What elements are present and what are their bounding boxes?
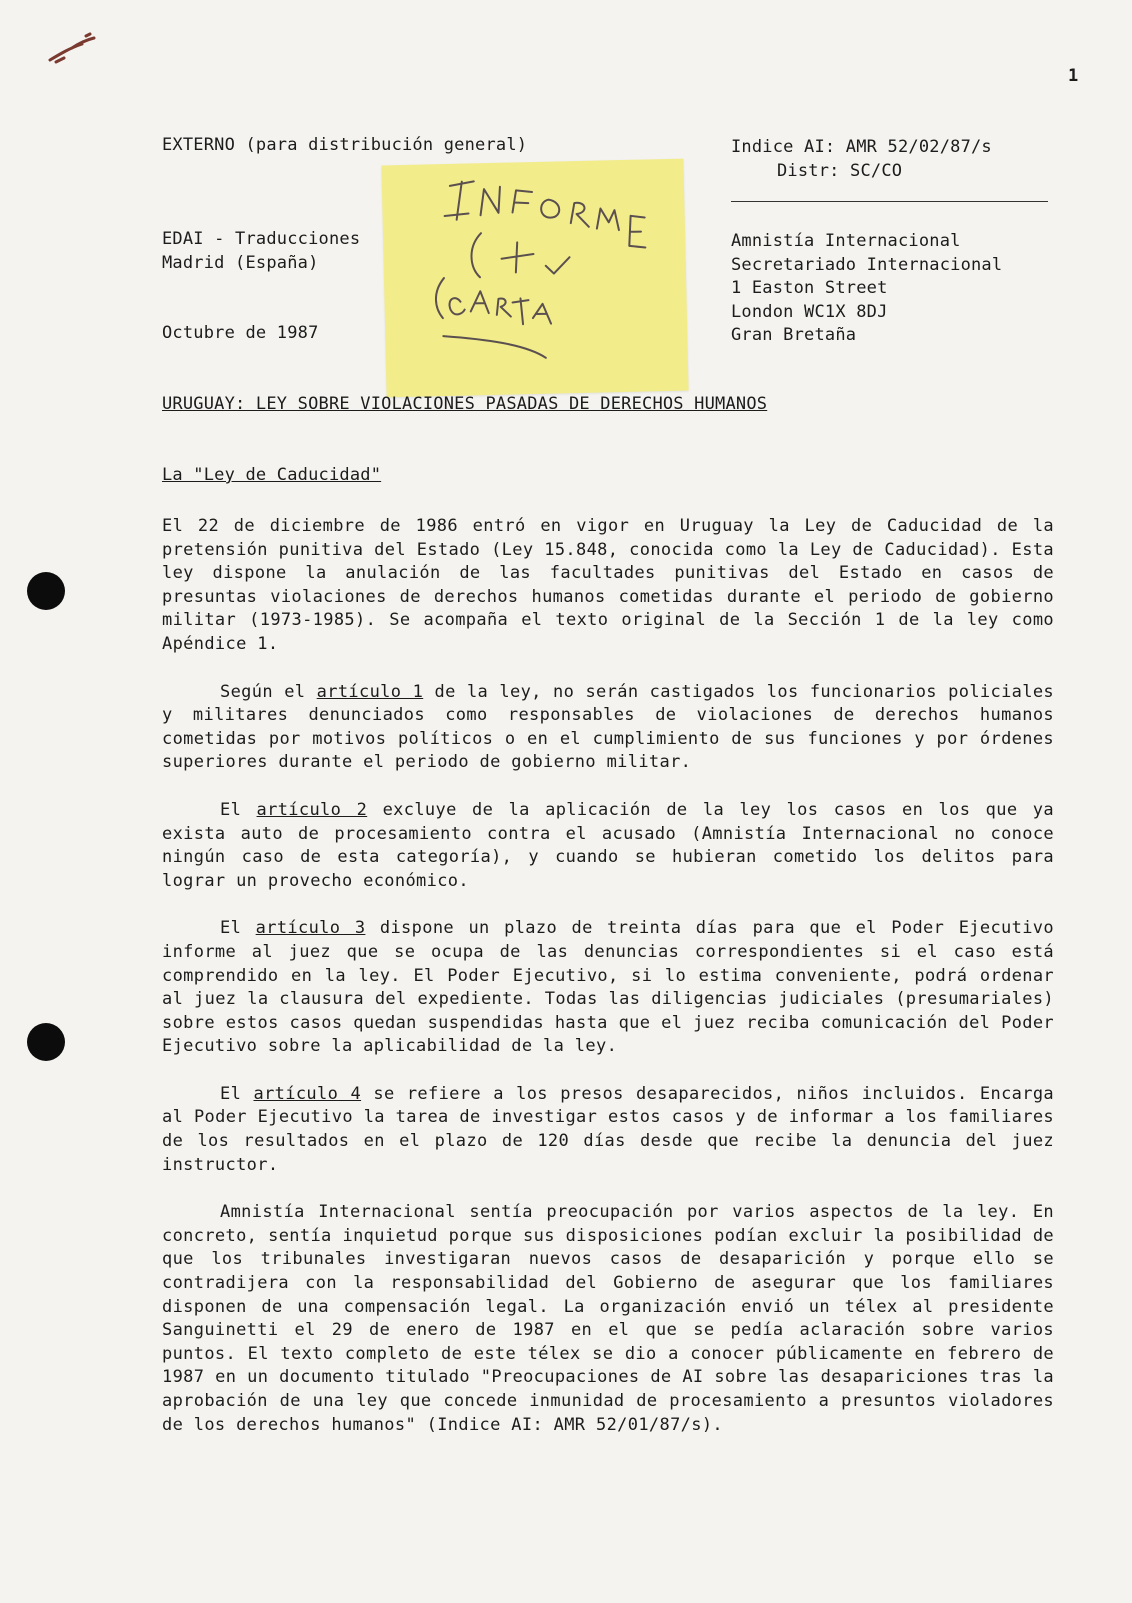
paragraph <box>162 681 1054 775</box>
page-number: 1 <box>1068 66 1079 86</box>
article-reference: artículo 1 <box>316 681 424 702</box>
address-block <box>731 230 1002 348</box>
section-title: La "Ley de Caducidad" <box>162 465 382 485</box>
address-line: Secretariado Internacional <box>731 254 1003 275</box>
document-body <box>162 515 1054 1437</box>
translator-block <box>162 228 360 275</box>
text-run: El <box>220 1083 254 1104</box>
distribution-line: EXTERNO (para distribución general) <box>162 135 528 155</box>
text-run: excluye de la aplicación de la ley los casos en los que ya exista auto de procesamiento contra el acusado (Amnistía Internacional no conoce ningún caso de esta categoría), y cuando se hubieran cometido los delitos para lograr un provecho económico. <box>162 799 1054 891</box>
address-line: London WC1X 8DJ <box>731 301 888 322</box>
paragraph <box>162 917 1054 1059</box>
article-reference: artículo 2 <box>256 799 368 820</box>
address-line: Gran Bretaña <box>731 325 857 346</box>
document-date: Octubre de 1987 <box>162 323 319 343</box>
address-line: 1 Easton Street <box>731 278 888 299</box>
article-reference: artículo 4 <box>253 1083 362 1104</box>
text-run: se refiere a los presos desaparecidos, niños incluidos. Encarga al Poder Ejecutivo la tarea de investigar estos casos y de informar a los familiares de los resultados en el plazo de 120 días desde que recibe la denuncia del juez instructor. <box>162 1083 1054 1175</box>
text-run: Según el <box>220 681 317 702</box>
paragraph <box>162 1083 1054 1177</box>
text-run: El <box>220 918 256 939</box>
paragraph <box>162 799 1054 893</box>
punch-hole <box>27 1023 65 1061</box>
sticky-note <box>381 159 688 398</box>
paragraph: El 22 de diciembre de 1986 entró en vigor en Uruguay la Ley de Caducidad de la pretensión punitiva del Estado (Ley 15.848, conocida como la Ley de Caducidad). Esta ley dispone la anulación de las facultades punitivas del Estado en casos de presuntas violaciones de derechos humanos cometidas durante el periodo de gobierno militar (1973-1985). Se acompaña el texto original de la Sección 1 de la ley como Apéndice 1. <box>162 516 1054 654</box>
document-title: URUGUAY: LEY SOBRE VIOLACIONES PASADAS DE DERECHOS HUMANOS <box>162 394 768 414</box>
translator-org: EDAI - Traducciones <box>162 229 361 249</box>
paragraph: Amnistía Internacional sentía preocupación por varios aspectos de la ley. En concreto, sentía inquietud porque sus disposiciones podían excluir la posibilidad de que los tribunales investigaran nuevos casos de desaparición y porque ello se contradijera con la responsabilidad del Gobierno de asegurar que los familiares disponen de una compensación legal. La organización envió un télex al presidente Sanguinetti el 29 de enero de 1987 en el que se pedía aclaración sobre varios puntos. El texto completo de este télex se dio a conocer públicamente en febrero de 1987 en un documento titulado "Preocupaciones de AI sobre las desapariciones tras la aprobación de una ley que concede inmunidad de procesamiento a presuntos violadores de los derechos humanos" (Indice AI: AMR 52/01/87/s). <box>162 1202 1054 1435</box>
handwriting-image <box>381 159 688 398</box>
address-line: Amnistía Internacional <box>731 231 961 251</box>
text-run: de la ley, no serán castigados los funcionarios policiales y militares denunciados como responsables de violaciones de derechos humanos cometidas por motivos políticos o en el cumplimiento de sus funciones y por órdenes superiores durante el periodo de gobierno militar. <box>162 681 1054 773</box>
article-reference: artículo 3 <box>255 918 366 939</box>
text-run: El <box>220 799 257 820</box>
translator-city: Madrid (España) <box>162 252 319 273</box>
punch-hole <box>27 572 65 610</box>
distribution-code: Distr: SC/CO <box>777 161 903 181</box>
header-rule <box>731 201 1048 202</box>
index-reference: Indice AI: AMR 52/02/87/s <box>731 137 992 157</box>
handwritten-mark <box>42 18 132 78</box>
text-run: dispone un plazo de treinta días para que el Poder Ejecutivo informe al juez que se ocupa de las denuncias correspondientes si el caso está comprendido en la ley. El Poder Ejecutivo, si lo estima conveniente, podrá ordenar al juez la clausura del expediente. Todas las diligencias judiciales (presumariales) sobre estos casos quedan suspendidas hasta que el juez reciba comunicación del Poder Ejecutivo sobre la aplicabilidad de la ley. <box>162 918 1054 1057</box>
